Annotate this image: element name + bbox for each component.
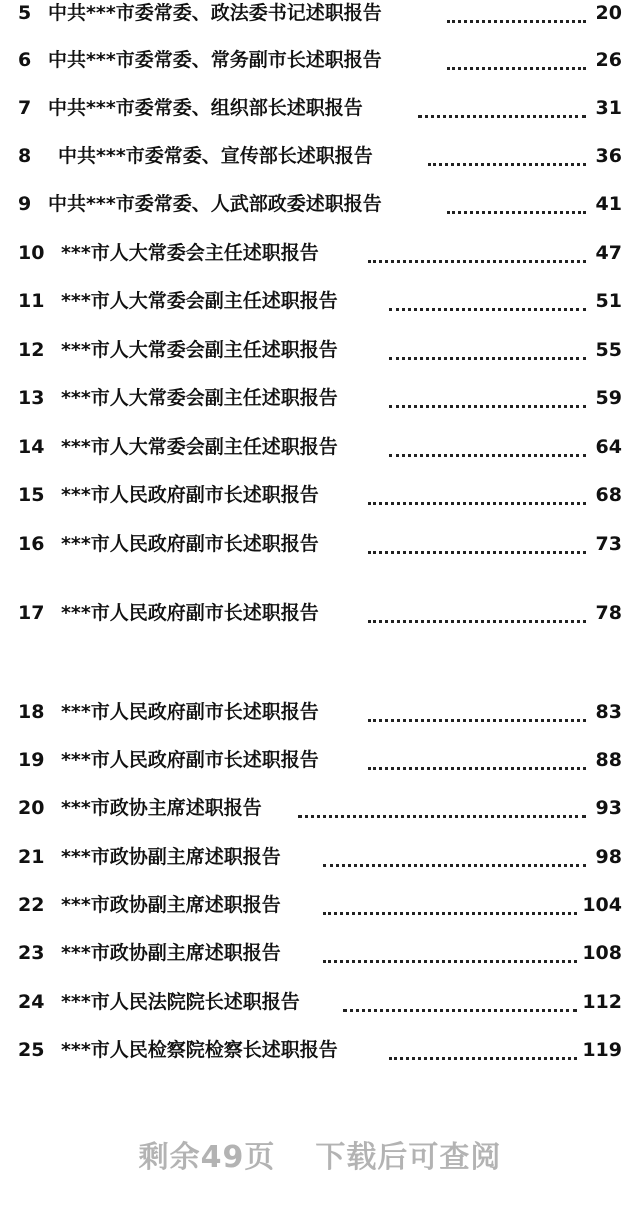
entry-number: 19 [18,749,45,771]
entry-page-number: 93 [595,797,622,819]
dot-leader [343,985,577,1012]
dot-leader [368,478,586,505]
dot-leader [447,187,586,214]
toc-entry[interactable] [0,0,640,30]
entry-number: 22 [18,894,45,916]
entry-page-number: 104 [582,894,622,916]
entry-number: 5 [18,2,32,24]
entry-number: 23 [18,942,45,964]
toc-entry[interactable] [0,91,640,125]
entry-title: ***市人大常委会副主任述职报告 [61,387,338,409]
toc-entry[interactable] [0,381,640,415]
entry-page-number: 47 [595,242,622,264]
toc-entry[interactable] [0,187,640,221]
dot-leader [323,888,577,915]
entry-number: 7 [18,97,32,119]
entry-title: ***市人民检察院检察长述职报告 [61,1039,338,1061]
entry-number: 21 [18,846,45,868]
entry-title: ***市政协主席述职报告 [61,797,262,819]
toc-entry[interactable] [0,139,640,173]
entry-number: 9 [18,193,32,215]
entry-number: 17 [18,602,45,624]
entry-title: ***市人大常委会主任述职报告 [61,242,319,264]
entry-title: ***市政协副主席述职报告 [61,942,281,964]
entry-page-number: 26 [595,49,622,71]
entry-number: 24 [18,991,45,1013]
toc-entry[interactable] [0,695,640,729]
dot-leader [323,936,577,963]
toc-entry[interactable] [0,284,640,318]
dot-leader [447,43,586,70]
dot-leader [428,139,586,166]
entry-number: 15 [18,484,45,506]
toc-entry[interactable] [0,527,640,561]
dot-leader [389,333,586,360]
dot-leader [368,596,586,623]
dot-leader [447,0,586,23]
entry-page-number: 64 [595,436,622,458]
entry-number: 16 [18,533,45,555]
toc-entry[interactable] [0,1033,640,1067]
dot-leader [368,695,586,722]
entry-title: ***市人大常委会副主任述职报告 [61,436,338,458]
dot-leader [368,527,586,554]
entry-title: ***市人民政府副市长述职报告 [61,602,319,624]
entry-title: ***市人民法院院长述职报告 [61,991,300,1013]
remaining-pages-text: 剩余49页 [138,1140,276,1175]
entry-title: ***市人大常委会副主任述职报告 [61,339,338,361]
entry-title: 中共***市委常委、政法委书记述职报告 [48,2,382,24]
entry-page-number: 41 [595,193,622,215]
entry-number: 20 [18,797,45,819]
entry-page-number: 73 [595,533,622,555]
entry-title: 中共***市委常委、人武部政委述职报告 [48,193,382,215]
entry-number: 18 [18,701,45,723]
entry-title: 中共***市委常委、宣传部长述职报告 [58,145,373,167]
entry-title: ***市人大常委会副主任述职报告 [61,290,338,312]
toc-entry[interactable] [0,333,640,367]
entry-title: ***市政协副主席述职报告 [61,846,281,868]
entry-title: ***市人民政府副市长述职报告 [61,484,319,506]
entry-page-number: 119 [582,1039,622,1061]
entry-page-number: 36 [595,145,622,167]
entry-title: 中共***市委常委、常务副市长述职报告 [48,49,382,71]
download-notice [0,1138,640,1178]
entry-number: 8 [18,145,32,167]
entry-page-number: 59 [595,387,622,409]
toc-entry[interactable] [0,478,640,512]
entry-title: ***市人民政府副市长述职报告 [61,533,319,555]
entry-page-number: 83 [595,701,622,723]
entry-number: 13 [18,387,45,409]
dot-leader [389,1033,577,1060]
entry-title: ***市政协副主席述职报告 [61,894,281,916]
entry-title: ***市人民政府副市长述职报告 [61,701,319,723]
download-hint-text: 下载后可查阅 [315,1140,502,1175]
dot-leader [389,381,586,408]
entry-number: 10 [18,242,45,264]
toc-entry[interactable] [0,596,640,630]
toc-entry[interactable] [0,936,640,970]
toc-entry[interactable] [0,430,640,464]
dot-leader [368,236,586,263]
entry-number: 25 [18,1039,45,1061]
dot-leader [389,430,586,457]
entry-page-number: 20 [595,2,622,24]
dot-leader [298,791,586,818]
entry-title: 中共***市委常委、组织部长述职报告 [48,97,363,119]
entry-page-number: 88 [595,749,622,771]
entry-number: 6 [18,49,32,71]
entry-page-number: 55 [595,339,622,361]
entry-number: 11 [18,290,45,312]
toc-entry[interactable] [0,791,640,825]
toc-entry[interactable] [0,840,640,874]
entry-title: ***市人民政府副市长述职报告 [61,749,319,771]
entry-page-number: 98 [595,846,622,868]
entry-page-number: 51 [595,290,622,312]
entry-page-number: 78 [595,602,622,624]
dot-leader [323,840,586,867]
entry-page-number: 31 [595,97,622,119]
toc-entry[interactable] [0,888,640,922]
toc-entry[interactable] [0,743,640,777]
entry-page-number: 112 [582,991,622,1013]
toc-entry[interactable] [0,236,640,270]
dot-leader [418,91,586,118]
entry-page-number: 68 [595,484,622,506]
toc-entry[interactable] [0,985,640,1019]
dot-leader [368,743,586,770]
dot-leader [389,284,586,311]
toc-entry[interactable] [0,43,640,77]
entry-page-number: 108 [582,942,622,964]
entry-number: 12 [18,339,45,361]
entry-number: 14 [18,436,45,458]
